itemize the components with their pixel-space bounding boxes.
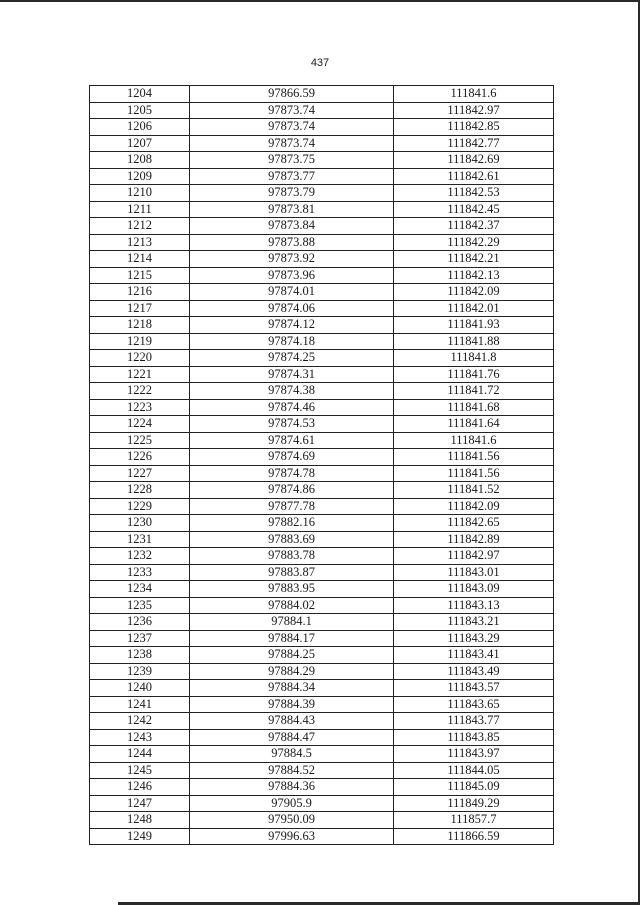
x-coordinate-cell: 97873.81 <box>190 201 394 218</box>
x-coordinate-cell: 97874.25 <box>190 350 394 367</box>
x-coordinate-cell: 97874.61 <box>190 432 394 449</box>
x-coordinate-cell: 97884.5 <box>190 746 394 763</box>
x-coordinate-cell: 97884.39 <box>190 696 394 713</box>
point-id-cell: 1230 <box>90 515 190 532</box>
x-coordinate-cell: 97874.86 <box>190 482 394 499</box>
table-row <box>90 251 554 268</box>
y-coordinate-cell: 111843.57 <box>394 680 554 697</box>
table-row <box>90 218 554 235</box>
point-id-cell: 1223 <box>90 399 190 416</box>
point-id-cell: 1226 <box>90 449 190 466</box>
y-coordinate-cell: 111843.41 <box>394 647 554 664</box>
x-coordinate-cell: 97883.95 <box>190 581 394 598</box>
table-row <box>90 333 554 350</box>
table-row <box>90 366 554 383</box>
table-row <box>90 597 554 614</box>
point-id-cell: 1237 <box>90 630 190 647</box>
x-coordinate-cell: 97882.16 <box>190 515 394 532</box>
x-coordinate-cell: 97950.09 <box>190 812 394 829</box>
table-row <box>90 102 554 119</box>
table-row <box>90 729 554 746</box>
table-row <box>90 86 554 103</box>
table-row <box>90 630 554 647</box>
table-row <box>90 531 554 548</box>
point-id-cell: 1245 <box>90 762 190 779</box>
x-coordinate-cell: 97884.29 <box>190 663 394 680</box>
y-coordinate-cell: 111845.09 <box>394 779 554 796</box>
y-coordinate-cell: 111842.37 <box>394 218 554 235</box>
y-coordinate-cell: 111857.7 <box>394 812 554 829</box>
point-id-cell: 1219 <box>90 333 190 350</box>
y-coordinate-cell: 111841.52 <box>394 482 554 499</box>
point-id-cell: 1217 <box>90 300 190 317</box>
table-row <box>90 201 554 218</box>
y-coordinate-cell: 111843.77 <box>394 713 554 730</box>
point-id-cell: 1236 <box>90 614 190 631</box>
point-id-cell: 1206 <box>90 119 190 136</box>
table-row <box>90 647 554 664</box>
y-coordinate-cell: 111843.85 <box>394 729 554 746</box>
x-coordinate-cell: 97874.69 <box>190 449 394 466</box>
x-coordinate-cell: 97873.75 <box>190 152 394 169</box>
point-id-cell: 1211 <box>90 201 190 218</box>
x-coordinate-cell: 97884.1 <box>190 614 394 631</box>
table-row <box>90 614 554 631</box>
point-id-cell: 1221 <box>90 366 190 383</box>
x-coordinate-cell: 97884.43 <box>190 713 394 730</box>
x-coordinate-cell: 97905.9 <box>190 795 394 812</box>
y-coordinate-cell: 111843.13 <box>394 597 554 614</box>
table-row <box>90 152 554 169</box>
point-id-cell: 1233 <box>90 564 190 581</box>
table-row <box>90 234 554 251</box>
y-coordinate-cell: 111842.29 <box>394 234 554 251</box>
table-row <box>90 828 554 845</box>
table-row <box>90 284 554 301</box>
x-coordinate-cell: 97884.52 <box>190 762 394 779</box>
point-id-cell: 1239 <box>90 663 190 680</box>
point-id-cell: 1205 <box>90 102 190 119</box>
point-id-cell: 1232 <box>90 548 190 565</box>
y-coordinate-cell: 111843.29 <box>394 630 554 647</box>
x-coordinate-cell: 97873.79 <box>190 185 394 202</box>
y-coordinate-cell: 111842.45 <box>394 201 554 218</box>
y-coordinate-cell: 111842.97 <box>394 102 554 119</box>
point-id-cell: 1238 <box>90 647 190 664</box>
page-number: 437 <box>310 57 330 69</box>
point-id-cell: 1207 <box>90 135 190 152</box>
x-coordinate-cell: 97873.74 <box>190 119 394 136</box>
x-coordinate-cell: 97874.53 <box>190 416 394 433</box>
x-coordinate-cell: 97873.96 <box>190 267 394 284</box>
table-row <box>90 399 554 416</box>
y-coordinate-cell: 111843.97 <box>394 746 554 763</box>
y-coordinate-cell: 111842.61 <box>394 168 554 185</box>
y-coordinate-cell: 111842.09 <box>394 498 554 515</box>
table-row <box>90 267 554 284</box>
y-coordinate-cell: 111842.97 <box>394 548 554 565</box>
x-coordinate-cell: 97874.31 <box>190 366 394 383</box>
y-coordinate-cell: 111843.49 <box>394 663 554 680</box>
y-coordinate-cell: 111843.01 <box>394 564 554 581</box>
table-row <box>90 465 554 482</box>
table-row <box>90 548 554 565</box>
x-coordinate-cell: 97884.34 <box>190 680 394 697</box>
point-id-cell: 1225 <box>90 432 190 449</box>
table-row <box>90 432 554 449</box>
point-id-cell: 1208 <box>90 152 190 169</box>
y-coordinate-cell: 111841.8 <box>394 350 554 367</box>
y-coordinate-cell: 111842.01 <box>394 300 554 317</box>
point-id-cell: 1243 <box>90 729 190 746</box>
point-id-cell: 1220 <box>90 350 190 367</box>
point-id-cell: 1222 <box>90 383 190 400</box>
y-coordinate-cell: 111841.64 <box>394 416 554 433</box>
table-row <box>90 812 554 829</box>
x-coordinate-cell: 97874.18 <box>190 333 394 350</box>
table-row <box>90 449 554 466</box>
point-id-cell: 1214 <box>90 251 190 268</box>
x-coordinate-cell: 97873.84 <box>190 218 394 235</box>
point-id-cell: 1224 <box>90 416 190 433</box>
table-row <box>90 696 554 713</box>
table-row <box>90 300 554 317</box>
x-coordinate-cell: 97873.92 <box>190 251 394 268</box>
y-coordinate-cell: 111844.05 <box>394 762 554 779</box>
table-row <box>90 762 554 779</box>
table-row <box>90 383 554 400</box>
y-coordinate-cell: 111841.6 <box>394 432 554 449</box>
scan-border-top <box>0 0 640 2</box>
point-id-cell: 1244 <box>90 746 190 763</box>
point-id-cell: 1215 <box>90 267 190 284</box>
y-coordinate-cell: 111841.93 <box>394 317 554 334</box>
point-id-cell: 1249 <box>90 828 190 845</box>
table-row <box>90 746 554 763</box>
table-row <box>90 581 554 598</box>
y-coordinate-cell: 111842.77 <box>394 135 554 152</box>
point-id-cell: 1231 <box>90 531 190 548</box>
x-coordinate-cell: 97874.12 <box>190 317 394 334</box>
point-id-cell: 1229 <box>90 498 190 515</box>
y-coordinate-cell: 111842.85 <box>394 119 554 136</box>
y-coordinate-cell: 111841.88 <box>394 333 554 350</box>
y-coordinate-cell: 111841.56 <box>394 449 554 466</box>
point-id-cell: 1241 <box>90 696 190 713</box>
x-coordinate-cell: 97873.77 <box>190 168 394 185</box>
y-coordinate-cell: 111842.65 <box>394 515 554 532</box>
y-coordinate-cell: 111842.53 <box>394 185 554 202</box>
y-coordinate-cell: 111843.09 <box>394 581 554 598</box>
x-coordinate-cell: 97884.17 <box>190 630 394 647</box>
x-coordinate-cell: 97874.78 <box>190 465 394 482</box>
y-coordinate-cell: 111841.72 <box>394 383 554 400</box>
y-coordinate-cell: 111841.56 <box>394 465 554 482</box>
table-row <box>90 498 554 515</box>
point-id-cell: 1240 <box>90 680 190 697</box>
y-coordinate-cell: 111842.09 <box>394 284 554 301</box>
point-id-cell: 1212 <box>90 218 190 235</box>
point-id-cell: 1242 <box>90 713 190 730</box>
table-row <box>90 663 554 680</box>
table-row <box>90 564 554 581</box>
table-row <box>90 350 554 367</box>
y-coordinate-cell: 111866.59 <box>394 828 554 845</box>
y-coordinate-cell: 111842.21 <box>394 251 554 268</box>
x-coordinate-cell: 97883.69 <box>190 531 394 548</box>
coordinates-table-body <box>90 86 554 845</box>
x-coordinate-cell: 97884.25 <box>190 647 394 664</box>
point-id-cell: 1209 <box>90 168 190 185</box>
point-id-cell: 1218 <box>90 317 190 334</box>
x-coordinate-cell: 97873.74 <box>190 135 394 152</box>
x-coordinate-cell: 97884.36 <box>190 779 394 796</box>
point-id-cell: 1228 <box>90 482 190 499</box>
x-coordinate-cell: 97884.47 <box>190 729 394 746</box>
point-id-cell: 1216 <box>90 284 190 301</box>
point-id-cell: 1248 <box>90 812 190 829</box>
point-id-cell: 1227 <box>90 465 190 482</box>
table-row <box>90 713 554 730</box>
y-coordinate-cell: 111841.68 <box>394 399 554 416</box>
point-id-cell: 1204 <box>90 86 190 103</box>
y-coordinate-cell: 111842.13 <box>394 267 554 284</box>
table-row <box>90 185 554 202</box>
x-coordinate-cell: 97874.46 <box>190 399 394 416</box>
table-row <box>90 680 554 697</box>
y-coordinate-cell: 111849.29 <box>394 795 554 812</box>
coordinates-table <box>89 85 554 845</box>
y-coordinate-cell: 111843.21 <box>394 614 554 631</box>
x-coordinate-cell: 97873.74 <box>190 102 394 119</box>
y-coordinate-cell: 111842.69 <box>394 152 554 169</box>
table-row <box>90 515 554 532</box>
y-coordinate-cell: 111842.89 <box>394 531 554 548</box>
point-id-cell: 1247 <box>90 795 190 812</box>
y-coordinate-cell: 111841.76 <box>394 366 554 383</box>
table-row <box>90 135 554 152</box>
y-coordinate-cell: 111843.65 <box>394 696 554 713</box>
point-id-cell: 1235 <box>90 597 190 614</box>
x-coordinate-cell: 97877.78 <box>190 498 394 515</box>
y-coordinate-cell: 111841.6 <box>394 86 554 103</box>
x-coordinate-cell: 97874.38 <box>190 383 394 400</box>
table-row <box>90 795 554 812</box>
point-id-cell: 1246 <box>90 779 190 796</box>
table-row <box>90 119 554 136</box>
x-coordinate-cell: 97866.59 <box>190 86 394 103</box>
table-row <box>90 779 554 796</box>
x-coordinate-cell: 97883.78 <box>190 548 394 565</box>
x-coordinate-cell: 97874.06 <box>190 300 394 317</box>
x-coordinate-cell: 97873.88 <box>190 234 394 251</box>
point-id-cell: 1213 <box>90 234 190 251</box>
point-id-cell: 1234 <box>90 581 190 598</box>
x-coordinate-cell: 97874.01 <box>190 284 394 301</box>
x-coordinate-cell: 97883.87 <box>190 564 394 581</box>
table-row <box>90 482 554 499</box>
table-row <box>90 317 554 334</box>
x-coordinate-cell: 97996.63 <box>190 828 394 845</box>
x-coordinate-cell: 97884.02 <box>190 597 394 614</box>
table-row <box>90 168 554 185</box>
table-row <box>90 416 554 433</box>
point-id-cell: 1210 <box>90 185 190 202</box>
